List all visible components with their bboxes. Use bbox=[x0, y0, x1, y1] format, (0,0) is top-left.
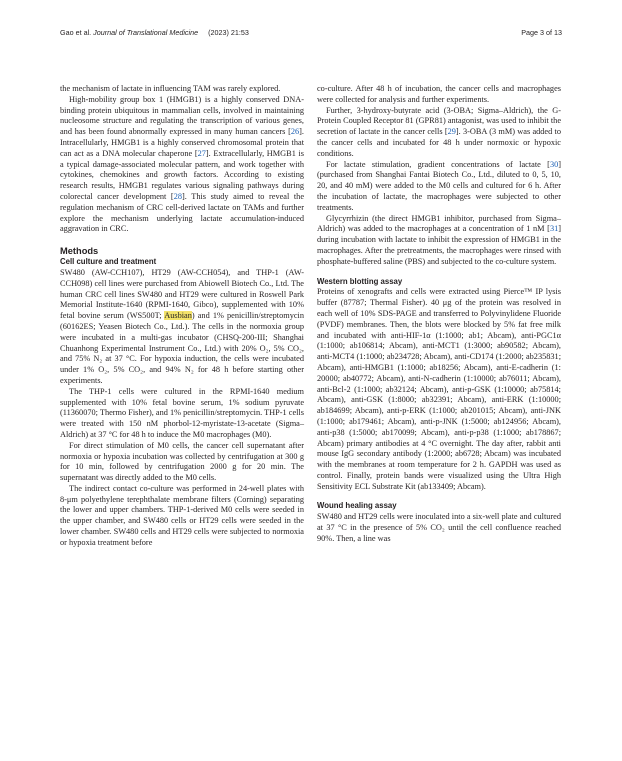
header-year: (2023) 21:53 bbox=[208, 28, 249, 37]
highlighted-text: Ausbian bbox=[164, 311, 192, 321]
subsection-heading-western-blotting: Western blotting assay bbox=[317, 276, 403, 286]
paragraph: Glycyrrhizin (the direct HMGB1 inhibitor, purchased from Sigma–Aldrich) was added to the macrophages at a concentration of 1 nM [31] during incubation with lactate to inhibit the expression of HMGB1 in the macrophages. After the pretreatments, the macrophages were rinsed with phosphate-buffered saline (PBS) and subjected to the co-culture system. bbox=[317, 213, 561, 266]
paragraph: co-culture. After 48 h of incubation, the cancer cells and macrophages were collected for analysis and further experiments. bbox=[317, 84, 561, 104]
paragraph: Proteins of xenografts and cells were extracted using Pierce™ IP lysis buffer (87787; Thermal Fisher). 40 μg of the protein was resolved in each well of 10% SDS-PAGE and transferred to Polyvinylidene Fluoride (PVDF) membranes. Then, the blots were blocked by 5% fat free milk and incubated with anti-HIF-1α (1:1000; ab1; Abcam), anti-PGC1α (1:1000; ab106814; Abcam), anti-MCT1 (1:3000; ab90582; Abcam), anti-MCT4 (1:1000; ab234728; Abcam), anti-CD174 (1:2000; ab235831; Abcam), anti-HMGB1 (1:1000; ab18256; Abcam), anti-E-cadherin (1: 20000; ab40772; Abcam), anti-N-cadherin (1:10000; ab76011; Abcam), anti-Bcl-2 (1:1000; ab32124; Abcam), anti-p-GSK (1:10000; ab75814; Abcam), anti-GSK (1:8000; ab32391; Abcam), anti-ERK (1:10000; ab184699; Abcam), anti-p-ERK (1:1000; ab201015; Abcam), anti-JNK (1:1000; ab179461; Abcam), anti-p-JNK (1:5000; ab124956; Abcam), anti-p38 (1:5000; ab170099; Abcam), anti-p-p38 (1:1000; ab178867; Abcam) primary antibodies at 4 °C overnight. The day after, rabbit anti mouse IgG secondary antibody (1:2000; ab6728; Abcam) was incubated with the membranes at room temperature for 2 h. GAPDH was used as control. Finally, protein bands were visualized using the Ultra High Sensitivity ECL Substrate Kit (ab133409; Abcam). bbox=[317, 287, 561, 491]
paragraph: High-mobility group box 1 (HMGB1) is a highly conserved DNA-binding protein ubiquitous in mammalian cells, involved in maintaining nucleosome structure and regulating the transcription of various genes, and has been found abnormally expressed in many human cancers [26]. Intracellularly, HMGB1 is a highly conserved chromosomal protein that can act as a DNA molecular chaperone [27]. Extracellularly, HMGB1 is a typical damage-associated molecular pattern, and work together with cytokines, chemokines and growth factors. According to existing research results, HMGB1 regulates various signaling pathways during colorectal cancer development [28]. This study aimed to reveal the regulation mechanism of CRC cell-derived lactate on TAMs and further explore the mechanism underlying lactate accumulation-induced aggravation in CRC. bbox=[60, 94, 304, 234]
citation-link[interactable]: 31 bbox=[549, 224, 559, 234]
paragraph: For direct stimulation of M0 cells, the cancer cell supernatant after normoxia or hypoxia incubation was collected by centrifugation at 300 g for 10 min, followed by centrifugation 2000 g for 20 min. The supernatant was directly added to the M0 cells. bbox=[60, 440, 304, 483]
right-column bbox=[317, 84, 561, 545]
citation-link[interactable]: 27 bbox=[197, 148, 206, 158]
paragraph: SW480 and HT29 cells were inoculated into a six-well plate and cultured at 37 °C in the presence of 5% CO₂ until the cell confluence reached 90%. Then, a line was bbox=[317, 512, 561, 543]
paragraph: For lactate stimulation, gradient concentrations of lactate [30] (purchased from Shanghai Fantai Biotech Co., Ltd., diluted to 0, 5, 10, 20, and 40 mM) were added to the M0 cells and cultured for 6 h. After the incubation of lactate, the macrophages were subjected to other treatments. bbox=[317, 159, 561, 212]
section-heading-methods: Methods bbox=[60, 246, 99, 257]
paragraph: The THP-1 cells were cultured in the RPMI-1640 medium supplemented with 10% fetal bovine serum, 1% sodium pyruvate (11360070; Thermo Fisher), and 1% penicillin/streptomycin. THP-1 cells were treated with 150 nM phorbol-12-myristate-13-acetate (Sigma–Aldrich) at 37 °C for 48 h to induce the M0 macrophages (M0). bbox=[60, 386, 304, 439]
paragraph: The indirect contact co-culture was performed in 24-well plates with 8-μm polyethylene terephthalate membrane filters (Corning) separating the lower and upper chambers. THP-1-derived M0 cells were seeded in the upper chamber, and SW480 cells or HT29 cells were seeded in the lower chamber. SW480 cells and HT29 cells were subjected to normoxia or hypoxia treatment before bbox=[60, 483, 304, 547]
paragraph: Further, 3-hydroxy-butyrate acid (3-OBA; Sigma–Aldrich), the G-Protein Coupled Receptor 81 (GPR81) antagonist, was used to inhibit the secretion of lactate in the cancer cells [29]. 3-OBA (3 mM) was added to the cancer cells and incubated for 48 h under normoxic or hypoxic conditions. bbox=[317, 105, 561, 158]
header-author: Gao et al. bbox=[60, 28, 92, 37]
paragraph: the mechanism of lactate in influencing TAM was rarely explored. bbox=[60, 84, 281, 93]
page-number: Page 3 of 13 bbox=[521, 28, 562, 37]
header-citation bbox=[60, 28, 249, 37]
citation-link[interactable]: 26 bbox=[290, 127, 300, 137]
paragraph: SW480 (AW-CCH107), HT29 (AW-CCH054), and THP-1 (AW-CCH098) cell lines were purchased from Abiowell Biotech Co., Ltd. The human CRC cell lines SW480 and HT29 were cultured in Roswell Park Memorial Institute-1640 (RPMI-1640, Gibco), supplemented with 10% fetal bovine serum (WS500T; Ausbian) and 1% penicillin/streptomycin (60162ES; Yeasen Biotech Co., Ltd.). The cells in the normoxia group were incubated in a multi-gas incubator (CHSQ-200-III; Shanghai Chuanhong Experimental Instrument Co., Ltd.) with 20% O₂, 5% CO₂, and 75% N₂ at 37 °C. For hypoxia induction, the cells were incubated under 1% O₂, 5% CO₂, and 94% N₂ for 48 h before starting other experiments. bbox=[60, 267, 304, 385]
subsection-heading-cell-culture: Cell culture and treatment bbox=[60, 257, 157, 267]
citation-link[interactable]: 30 bbox=[549, 159, 559, 169]
citation-link[interactable]: 28 bbox=[173, 191, 182, 201]
header-journal: Journal of Translational Medicine bbox=[93, 28, 199, 37]
left-column bbox=[60, 84, 304, 549]
citation-link[interactable]: 29 bbox=[447, 127, 456, 137]
running-header bbox=[60, 28, 562, 40]
subsection-heading-wound-healing: Wound healing assay bbox=[317, 501, 397, 511]
